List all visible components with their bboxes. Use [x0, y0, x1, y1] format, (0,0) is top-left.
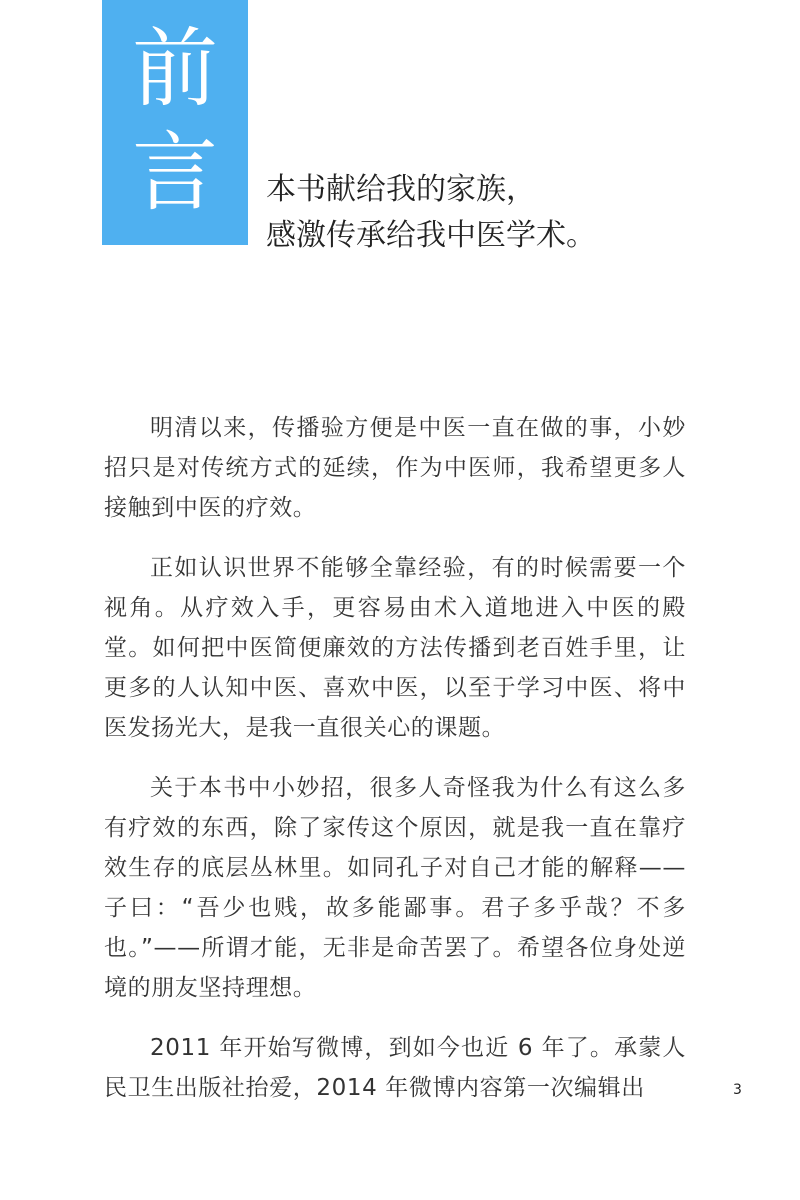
paragraph-2: 正如认识世界不能够全靠经验，有的时候需要一个视角。从疗效入手，更容易由术入道地进入中医的殿堂。如何把中医简便廉效的方法传播到老百姓手里，让更多的人认知中医、喜欢中医，以至于学习中医、将中医发扬光大，是我一直很关心的课题。	[104, 555, 686, 741]
page-number: 3	[733, 1082, 742, 1098]
paragraph-4: 2011 年开始写微博，到如今也近 6 年了。承蒙人民卫生出版社抬爱，2014 年微博内容第一次编辑出	[104, 1035, 686, 1101]
preface-body	[104, 408, 686, 1128]
chapter-title-block	[102, 0, 248, 245]
dedication-line-1: 本书献给我的家族，	[266, 172, 536, 207]
dedication-line-2: 感激传承给我中医学术。	[266, 218, 596, 253]
paragraph-3: 关于本书中小妙招，很多人奇怪我为什么有这么多有疗效的东西，除了家传这个原因，就是我一直在靠疗效生存的底层丛林里。如同孔子对自己才能的解释——子曰：“吾少也贱，故多能鄙事。君子多乎哉？不多也。”——所谓才能，无非是命苦罢了。希望各位身处逆境的朋友坚持理想。	[104, 775, 686, 1001]
paragraph-1: 明清以来，传播验方便是中医一直在做的事，小妙招只是对传统方式的延续，作为中医师，我希望更多人接触到中医的疗效。	[104, 415, 686, 521]
chapter-title-char-1: 前	[132, 19, 218, 119]
dedication	[266, 167, 596, 259]
chapter-title-char-2: 言	[132, 123, 218, 223]
